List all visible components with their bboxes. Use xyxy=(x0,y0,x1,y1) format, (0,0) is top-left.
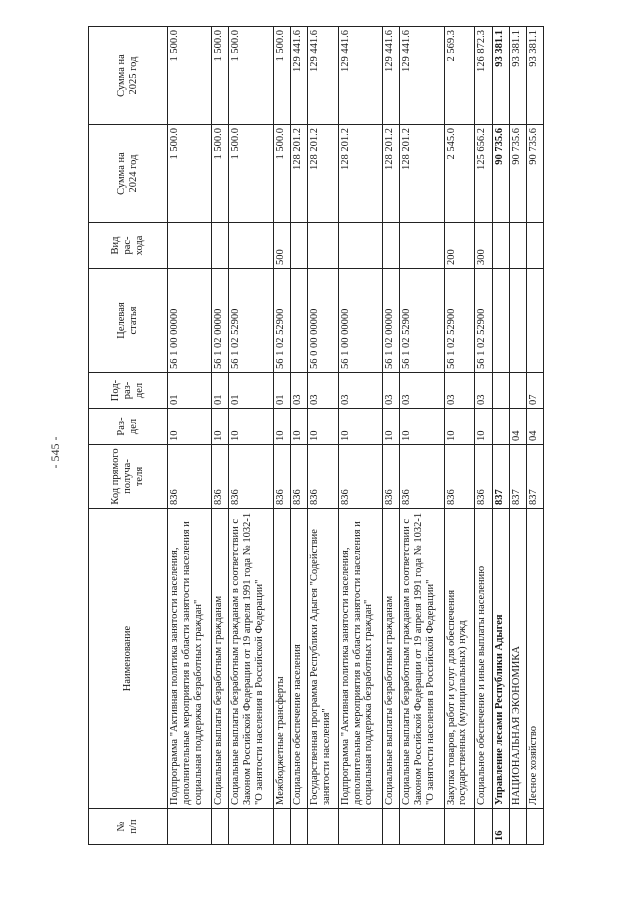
cell-sum-2025: 129 441.6 xyxy=(383,27,400,125)
cell-sum-2025: 129 441.6 xyxy=(400,27,444,125)
cell-name: НАЦИОНАЛЬНАЯ ЭКОНОМИКА xyxy=(509,509,526,809)
cell-section: 10 xyxy=(308,409,339,445)
cell-expense xyxy=(229,223,273,269)
cell-subsection: 03 xyxy=(444,373,475,409)
header-target: Целевая статья xyxy=(89,269,168,373)
cell-expense xyxy=(212,223,229,269)
cell-code: 836 xyxy=(338,445,382,509)
cell-subsection: 07 xyxy=(526,373,543,409)
cell-section: 10 xyxy=(400,409,444,445)
table-row xyxy=(168,27,212,845)
cell-name: Межбюджетные трансферты xyxy=(273,509,290,809)
cell-sum-2025: 93 381.1 xyxy=(492,27,509,125)
cell-name: Лесное хозяйство xyxy=(526,509,543,809)
cell-section: 04 xyxy=(509,409,526,445)
table-body xyxy=(168,27,544,845)
cell-num xyxy=(444,809,475,845)
cell-sum-2025: 129 441.6 xyxy=(308,27,339,125)
cell-target xyxy=(492,269,509,373)
cell-expense xyxy=(383,223,400,269)
cell-expense xyxy=(290,223,307,269)
cell-section: 10 xyxy=(290,409,307,445)
cell-num xyxy=(168,809,212,845)
cell-num xyxy=(526,809,543,845)
cell-target xyxy=(290,269,307,373)
table-row xyxy=(475,27,492,845)
cell-name: Социальные выплаты безработным гражданам xyxy=(383,509,400,809)
cell-name: Управление лесами Республики Адыгея xyxy=(492,509,509,809)
cell-name: Социальные выплаты безработным гражданам в соответствии с Законом Российской Федерации от 19 апреля 1991 года № 1032-1 "О занятости населения в Российской Федерации" xyxy=(229,509,273,809)
table-row xyxy=(308,27,339,845)
cell-sum-2025: 129 441.6 xyxy=(290,27,307,125)
cell-num xyxy=(273,809,290,845)
cell-section: 04 xyxy=(526,409,543,445)
header-code: Код прямого получа- теля xyxy=(89,445,168,509)
cell-subsection: 03 xyxy=(383,373,400,409)
cell-sum-2025: 93 381.1 xyxy=(526,27,543,125)
table-row xyxy=(290,27,307,845)
cell-subsection: 03 xyxy=(475,373,492,409)
cell-num xyxy=(229,809,273,845)
cell-sum-2025: 126 872.3 xyxy=(475,27,492,125)
cell-num xyxy=(383,809,400,845)
table-header-row xyxy=(89,27,168,845)
cell-expense xyxy=(168,223,212,269)
cell-target xyxy=(526,269,543,373)
cell-section xyxy=(492,409,509,445)
cell-num xyxy=(212,809,229,845)
cell-sum-2024: 128 201.2 xyxy=(383,125,400,223)
cell-target: 56 1 02 00000 xyxy=(212,269,229,373)
cell-sum-2024: 1 500.0 xyxy=(168,125,212,223)
cell-section: 10 xyxy=(444,409,475,445)
table-row xyxy=(273,27,290,845)
cell-sum-2024: 125 656.2 xyxy=(475,125,492,223)
cell-section: 10 xyxy=(168,409,212,445)
cell-sum-2024: 128 201.2 xyxy=(290,125,307,223)
cell-sum-2025: 1 500.0 xyxy=(229,27,273,125)
cell-sum-2024: 90 735.6 xyxy=(492,125,509,223)
cell-num xyxy=(509,809,526,845)
cell-sum-2025: 1 500.0 xyxy=(273,27,290,125)
cell-target: 56 1 02 52900 xyxy=(444,269,475,373)
table-row xyxy=(383,27,400,845)
cell-code: 837 xyxy=(492,445,509,509)
cell-section: 10 xyxy=(212,409,229,445)
cell-sum-2025: 1 500.0 xyxy=(212,27,229,125)
cell-sum-2024: 1 500.0 xyxy=(273,125,290,223)
budget-table xyxy=(88,26,544,845)
header-expense: Вид рас- хода xyxy=(89,223,168,269)
header-subsection: Под- раз- дел xyxy=(89,373,168,409)
cell-target: 56 1 02 52900 xyxy=(475,269,492,373)
cell-name: Государственная программа Республики Адыгея "Содействие занятости населения" xyxy=(308,509,339,809)
cell-subsection xyxy=(492,373,509,409)
cell-sum-2024: 2 545.0 xyxy=(444,125,475,223)
cell-subsection: 03 xyxy=(338,373,382,409)
table-row xyxy=(400,27,444,845)
cell-section: 10 xyxy=(273,409,290,445)
cell-target: 56 1 02 52900 xyxy=(273,269,290,373)
cell-expense xyxy=(400,223,444,269)
cell-expense xyxy=(338,223,382,269)
cell-expense: 200 xyxy=(444,223,475,269)
cell-code: 836 xyxy=(168,445,212,509)
cell-num xyxy=(290,809,307,845)
cell-sum-2025: 1 500.0 xyxy=(168,27,212,125)
cell-name: Закупка товаров, работ и услуг для обеспечения государственных (муниципальных) нужд xyxy=(444,509,475,809)
table-row xyxy=(526,27,543,845)
cell-code: 836 xyxy=(290,445,307,509)
cell-expense xyxy=(526,223,543,269)
cell-name: Социальные выплаты безработным гражданам в соответствии с Законом Российской Федерации от 19 апреля 1991 года № 1032-1 "О занятости населения в Российской Федерации" xyxy=(400,509,444,809)
cell-sum-2024: 128 201.2 xyxy=(308,125,339,223)
cell-subsection: 03 xyxy=(400,373,444,409)
cell-target: 56 1 00 00000 xyxy=(168,269,212,373)
cell-num xyxy=(475,809,492,845)
page-number: - 545 - xyxy=(48,436,62,469)
cell-code: 836 xyxy=(308,445,339,509)
cell-code: 836 xyxy=(400,445,444,509)
cell-name: Социальные выплаты безработным гражданам xyxy=(212,509,229,809)
cell-expense xyxy=(492,223,509,269)
table-row xyxy=(492,27,509,845)
header-name: Наименование xyxy=(89,509,168,809)
cell-target: 56 1 00 00000 xyxy=(338,269,382,373)
cell-sum-2024: 90 735.6 xyxy=(509,125,526,223)
cell-subsection: 01 xyxy=(212,373,229,409)
cell-code: 836 xyxy=(229,445,273,509)
table-row xyxy=(338,27,382,845)
cell-expense xyxy=(308,223,339,269)
cell-sum-2024: 1 500.0 xyxy=(212,125,229,223)
cell-section: 10 xyxy=(383,409,400,445)
cell-code: 837 xyxy=(526,445,543,509)
table-row xyxy=(444,27,475,845)
cell-expense: 500 xyxy=(273,223,290,269)
cell-code: 836 xyxy=(475,445,492,509)
cell-sum-2025: 129 441.6 xyxy=(338,27,382,125)
cell-sum-2025: 93 381.1 xyxy=(509,27,526,125)
cell-code: 836 xyxy=(212,445,229,509)
cell-expense xyxy=(509,223,526,269)
cell-subsection: 01 xyxy=(273,373,290,409)
header-section: Раз- дел xyxy=(89,409,168,445)
cell-name: Социальное обеспечение населения xyxy=(290,509,307,809)
cell-code: 836 xyxy=(444,445,475,509)
table-row xyxy=(212,27,229,845)
cell-num xyxy=(400,809,444,845)
cell-subsection xyxy=(509,373,526,409)
header-sum-2025: Сумма на 2025 год xyxy=(89,27,168,125)
cell-section: 10 xyxy=(229,409,273,445)
header-sum-2024: Сумма на 2024 год xyxy=(89,125,168,223)
cell-section: 10 xyxy=(338,409,382,445)
cell-code: 836 xyxy=(273,445,290,509)
cell-num xyxy=(338,809,382,845)
cell-expense: 300 xyxy=(475,223,492,269)
cell-subsection: 03 xyxy=(290,373,307,409)
cell-code: 837 xyxy=(509,445,526,509)
cell-code: 836 xyxy=(383,445,400,509)
cell-target xyxy=(509,269,526,373)
cell-target: 56 0 00 00000 xyxy=(308,269,339,373)
cell-sum-2024: 90 735.6 xyxy=(526,125,543,223)
table-row xyxy=(229,27,273,845)
cell-sum-2025: 2 569.3 xyxy=(444,27,475,125)
cell-subsection: 01 xyxy=(168,373,212,409)
cell-subsection: 03 xyxy=(308,373,339,409)
cell-section: 10 xyxy=(475,409,492,445)
cell-target: 56 1 02 52900 xyxy=(400,269,444,373)
cell-subsection: 01 xyxy=(229,373,273,409)
cell-sum-2024: 1 500.0 xyxy=(229,125,273,223)
cell-sum-2024: 128 201.2 xyxy=(400,125,444,223)
cell-sum-2024: 128 201.2 xyxy=(338,125,382,223)
cell-num xyxy=(308,809,339,845)
cell-target: 56 1 02 00000 xyxy=(383,269,400,373)
cell-num: 16 xyxy=(492,809,509,845)
cell-name: Подпрограмма "Активная политика занятости населения, дополнительные мероприятия в области занятости населения и социальная поддержка безработных граждан" xyxy=(338,509,382,809)
cell-name: Социальное обеспечение и иные выплаты населению xyxy=(475,509,492,809)
cell-target: 56 1 02 52900 xyxy=(229,269,273,373)
cell-name: Подпрограмма "Активная политика занятости населения, дополнительные мероприятия в области занятости населения и социальная поддержка безработных граждан" xyxy=(168,509,212,809)
header-num: № п/п xyxy=(89,809,168,845)
table-row xyxy=(509,27,526,845)
